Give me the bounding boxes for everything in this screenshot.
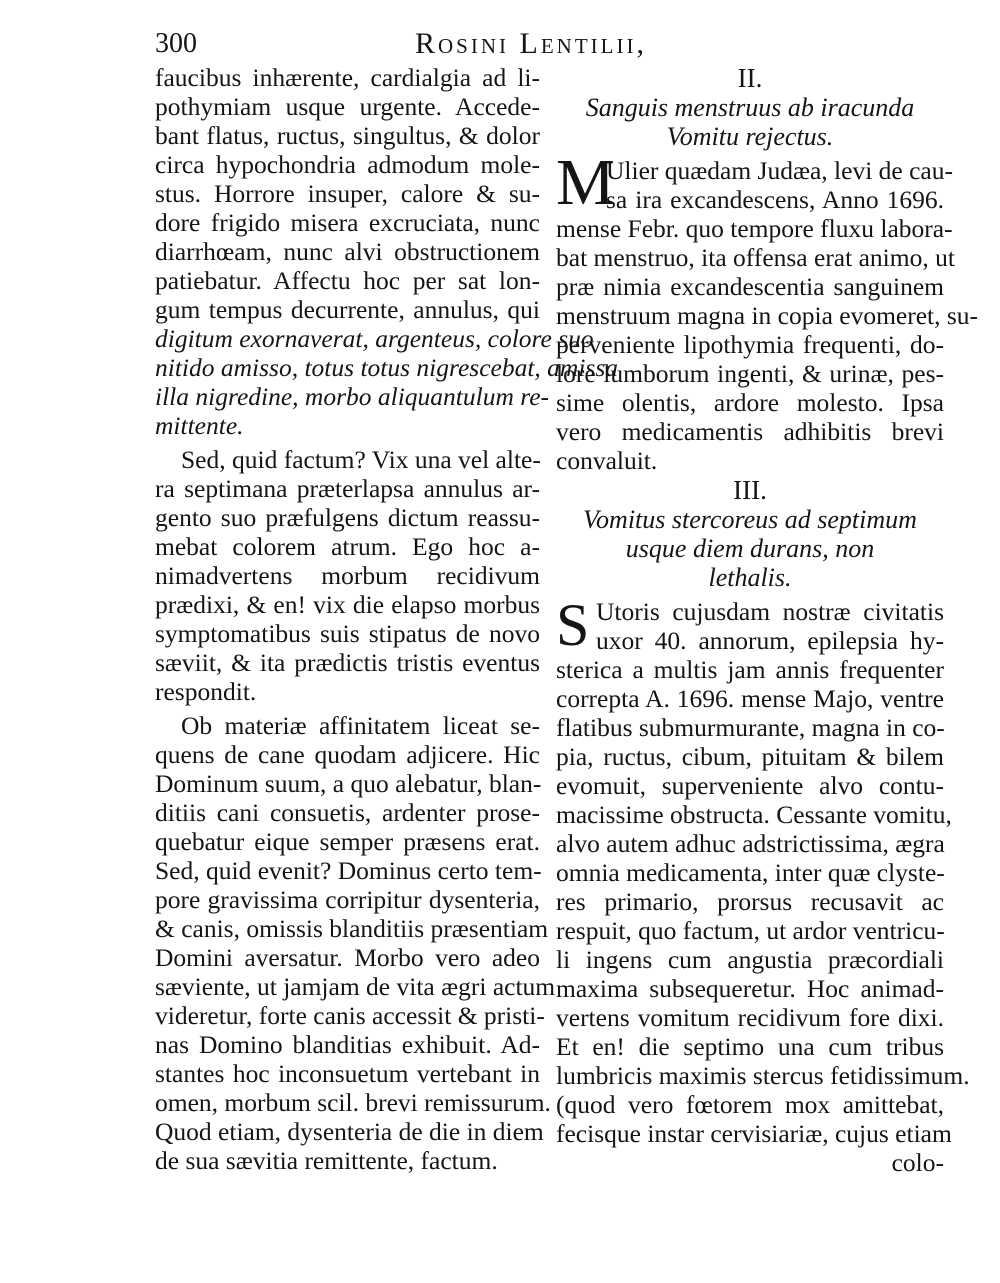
text-line: patiebatur. Affectu hoc per sat lon- — [155, 266, 540, 295]
text-line: Dominum suum, a quo alebatur, blan- — [155, 769, 542, 798]
running-head: Rosini Lentilii, — [415, 27, 647, 60]
text-line: macissime obstructa. Cessante vomitu, — [556, 800, 952, 829]
text-line: sterica a multis jam annis frequenter — [556, 655, 944, 684]
right-column — [556, 63, 979, 1177]
text-line: bat menstruo, ita offensa erat animo, ut — [556, 243, 955, 272]
page-number: 300 — [155, 28, 197, 59]
section-title-line: lethalis. — [708, 563, 792, 592]
text-line: nimadvertens morbum recidivum — [155, 561, 540, 590]
text-line: maxima subsequeretur. Hoc animad- — [556, 974, 944, 1003]
text-line: vero medicamentis adhibitis brevi — [556, 417, 944, 446]
text-line: evomuit, superveniente alvo contu- — [556, 771, 944, 800]
text-line: res primario, prorsus recusavit ac — [556, 887, 944, 916]
text-line: mebat colorem atrum. Ego hoc a- — [155, 532, 540, 561]
section-title-line: usque diem durans, non — [625, 534, 875, 563]
text-line: de sua sævitia remittente, factum. — [155, 1146, 498, 1175]
text-line: sa ira excandescens, Anno 1696. — [606, 185, 944, 214]
drop-cap: S — [556, 592, 590, 658]
section-number: III. — [733, 475, 767, 505]
paragraph-dog — [155, 711, 556, 1175]
text-line: uxor 40. annorum, epilepsia hy- — [596, 626, 944, 655]
text-line: ra septimana præterlapsa annulus ar- — [155, 474, 540, 503]
text-line: Sed, quid factum? Vix una vel alte- — [181, 445, 541, 474]
text-line: gum tempus decurrente, annulus, qui — [155, 295, 540, 324]
text-line: sæviente, ut jamjam de vita ægri actum — [155, 972, 556, 1001]
text-line: diarrhœam, nunc alvi obstructionem — [155, 237, 540, 266]
text-line: quens de cane quodam adjicere. Hic — [155, 740, 540, 769]
text-line: nitido amisso, totus totus nigrescebat, amissa — [155, 353, 619, 382]
text-line: respuit, quo factum, ut ardor ventricu- — [556, 916, 945, 945]
text-line: dore frigido misera excruciata, nunc — [155, 208, 540, 237]
text-line: omen, morbum scil. brevi remissurum. — [155, 1088, 551, 1117]
text-line: pia, ructus, cibum, pituitam & bilem — [556, 742, 944, 771]
text-line: Ulier quædam Judæa, levi de cau- — [606, 156, 953, 185]
text-line: symptomatibus suis stipatus de novo — [155, 619, 540, 648]
text-line: vertens vomitum recidivum fore dixi. — [556, 1003, 944, 1032]
text-line: gento suo præfulgens dictum reassu- — [155, 503, 540, 532]
text-line: Domini aversatur. Morbo vero adeo — [155, 943, 540, 972]
text-line: alvo autem adhuc adstrictissima, ægra — [556, 829, 945, 858]
text-line: stus. Horrore insuper, calore & su- — [155, 179, 540, 208]
text-line: mittente. — [155, 411, 244, 440]
text-line: & canis, omissis blanditiis præsentiam — [155, 914, 549, 943]
section-number: II. — [737, 63, 763, 93]
text-line: circa hypochondria admodum mole- — [155, 150, 540, 179]
text-line: digitum exornaverat, argenteus, colore suo — [155, 324, 594, 353]
text-line: bant flatus, ructus, singultus, & dolor — [155, 121, 540, 150]
text-line: ditiis cani consuetis, ardenter prose- — [155, 798, 540, 827]
text-line: menstruum magna in copia evomeret, su- — [556, 301, 979, 330]
text-line: perveniente lipothymia frequenti, do- — [556, 330, 944, 359]
paragraph-ring-returns — [155, 445, 540, 706]
text-line: Sed, quid evenit? Dominus certo tem- — [155, 856, 542, 885]
section-3-text — [556, 592, 970, 1177]
text-line: Quod etiam, dysenteria de die in diem — [155, 1117, 544, 1146]
text-line: omnia medicamenta, inter quæ clyste- — [556, 858, 945, 887]
text-line: quebatur eique semper præsens erat. — [155, 827, 540, 856]
text-line: lumbricis maximis stercus fetidissimum. — [556, 1061, 970, 1090]
text-line: respondit. — [155, 677, 257, 706]
text-line: fecisque instar cervisiariæ, cujus etiam — [556, 1119, 952, 1148]
text-line: videretur, forte canis accessit & pristi- — [155, 1001, 545, 1030]
text-line: sæviit, & ita prædictis tristis eventus — [155, 648, 540, 677]
text-line: stantes hoc inconsuetum vertebant in — [155, 1059, 540, 1088]
text-line: pore gravissima corripitur dysenteria, — [155, 885, 540, 914]
paragraph-illness-continued — [155, 63, 619, 440]
text-line: mense Febr. quo tempore fluxu labora- — [556, 214, 953, 243]
text-line: prædixi, & en! vix die elapso morbus — [155, 590, 540, 619]
text-line: lore lumborum ingenti, & urinæ, pes- — [556, 359, 944, 388]
section-3 — [556, 475, 970, 1177]
text-line: faucibus inhærente, cardialgia ad li- — [155, 63, 540, 92]
text-line: convaluit. — [556, 446, 658, 475]
text-line: Utoris cujusdam nostræ civitatis — [596, 597, 944, 626]
text-line: sime olentis, ardore molesto. Ipsa — [556, 388, 944, 417]
text-line: Ob materiæ affinitatem liceat se- — [181, 711, 540, 740]
section-title-line: Vomitus stercoreus ad septimum — [583, 505, 917, 534]
text-line: (quod vero fœtorem mox amittebat, — [556, 1090, 944, 1119]
text-line: flatibus submurmurante, magna in co- — [556, 713, 945, 742]
drop-cap: M — [556, 146, 615, 219]
page-header — [155, 22, 945, 66]
catchword: colo- — [891, 1148, 944, 1177]
section-title-line: Sanguis menstruus ab iracunda — [585, 93, 915, 122]
text-line: Et en! die septimo una cum tribus — [556, 1032, 944, 1061]
text-line: li ingens cum angustia præcordiali — [556, 945, 944, 974]
text-line: illa nigredine, morbo aliquantulum re- — [155, 382, 550, 411]
text-line: correpta A. 1696. mense Majo, ventre — [556, 684, 944, 713]
text-line: nas Domino blanditias exhibuit. Ad- — [155, 1030, 540, 1059]
text-line: pothymiam usque urgente. Accede- — [155, 92, 540, 121]
text-line: præ nimia excandescentia sanguinem — [556, 272, 944, 301]
section-title-line: Vomitu rejectus. — [666, 122, 834, 151]
section-2 — [556, 63, 979, 475]
section-2-text — [556, 146, 979, 475]
